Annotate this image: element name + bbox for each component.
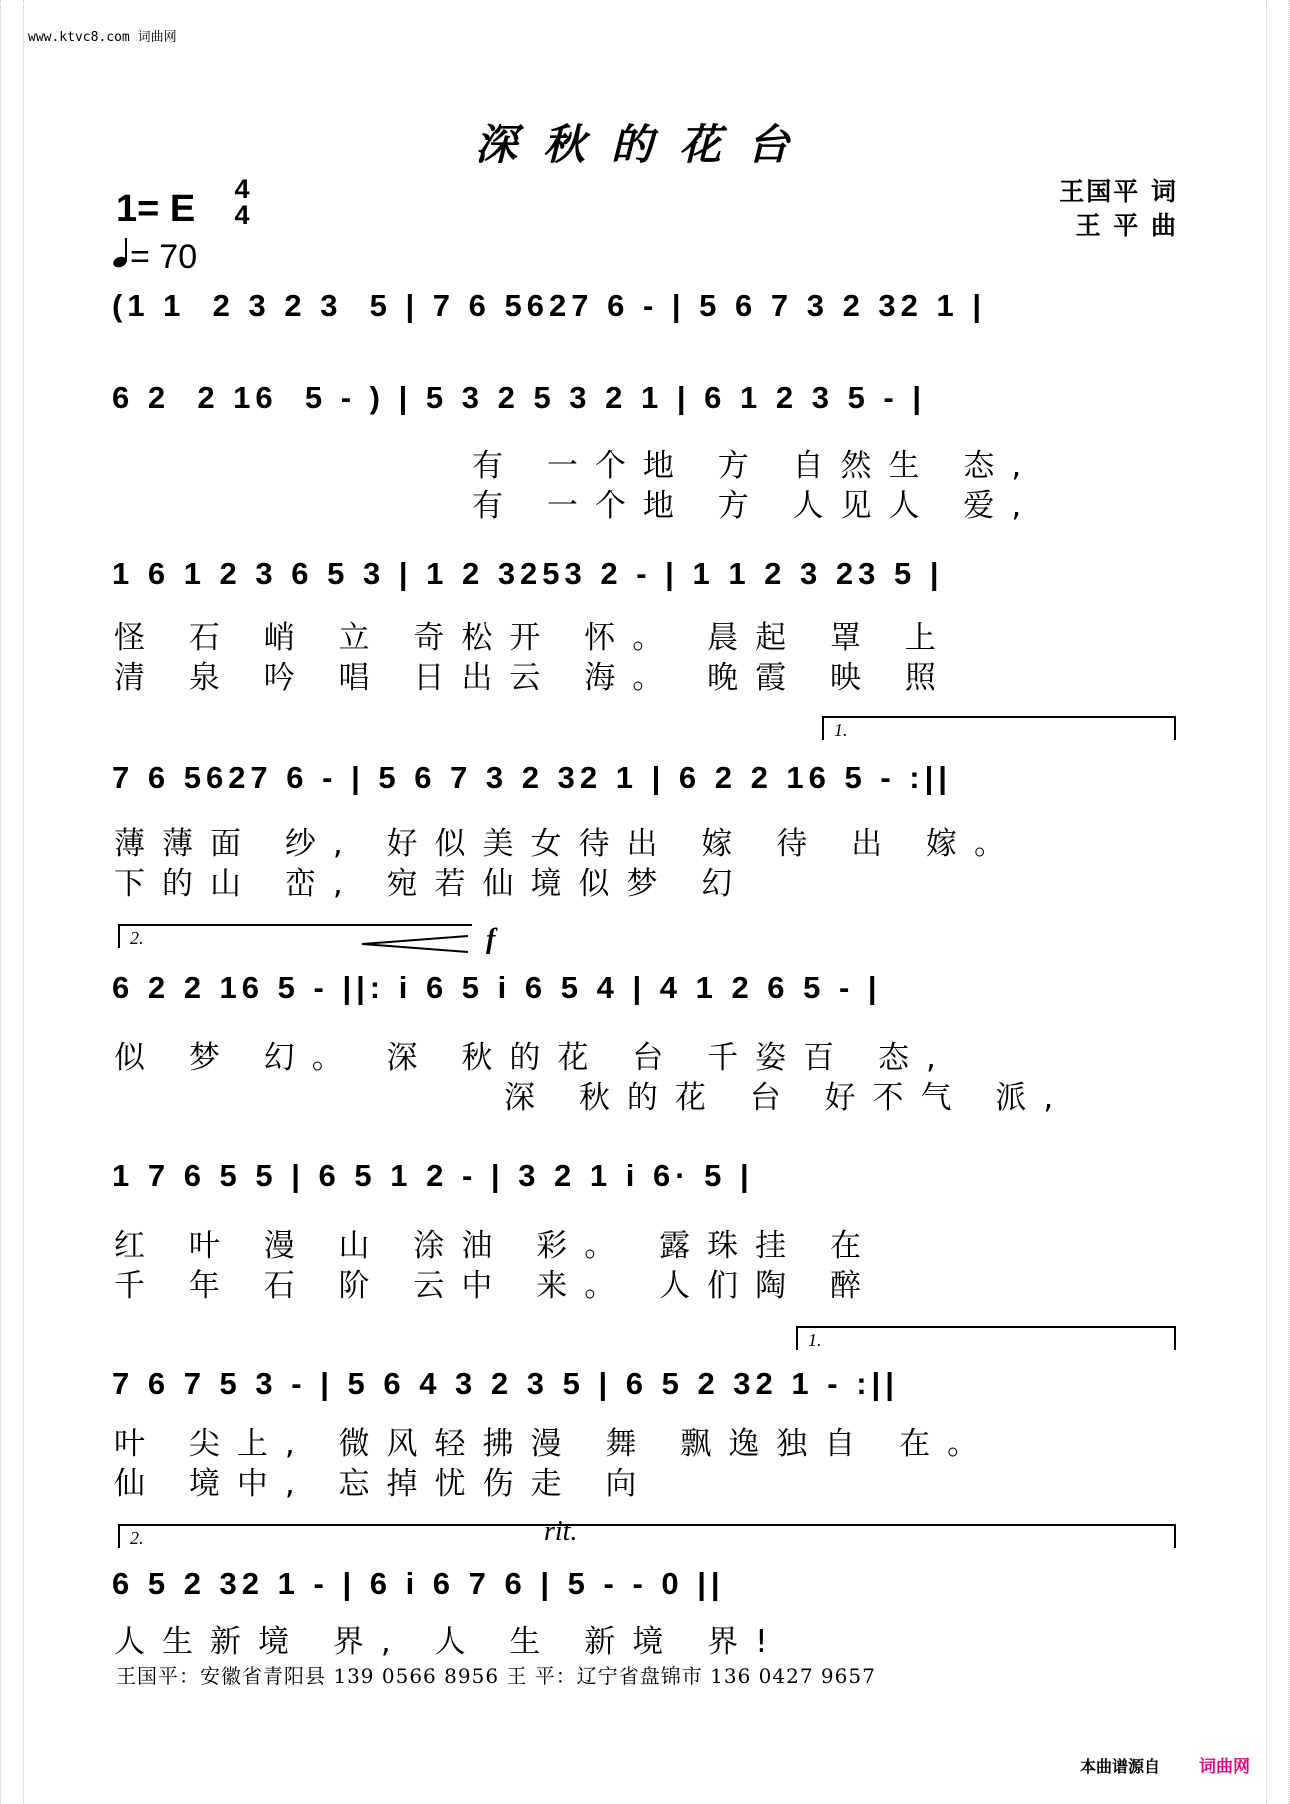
right-border-strip [1266,0,1290,1804]
lyric-verse-2: 下的山 峦, 宛若仙境似梦 幻 [114,866,750,902]
lyric-verse-1: 叶 尖上, 微风轻拂漫 舞 飘逸独自 在。 [114,1426,996,1462]
lyric-verse-2: 仙 境中, 忘掉忧伤走 向 [114,1466,654,1502]
quarter-note-icon [112,236,130,268]
time-signature [230,176,254,228]
source-label: 本曲谱源自 [1079,1757,1160,1776]
contact-info: 王国平：安徽省青阳县 139 0566 8956 王 平：辽宁省盘锦市 136 0427 9657 [116,1664,876,1688]
notation-line: 1 6 1 2 3 6 5 3 | 1 2 3253 2 - | 1 1 2 3 23 5 | [112,556,944,591]
key-signature: 1= E [116,188,196,230]
notation-line: 6 5 2 32 1 - | 6 i 6 7 6 | 5 - - 0 || [112,1566,725,1601]
lyric-verse-1: 有 一个地 方 自然生 态, [472,448,1039,484]
left-border-strip [0,0,24,1804]
ending-label: 2. [130,928,144,948]
meter-bottom: 4 [234,200,250,230]
first-ending-bracket [822,716,1176,740]
lyric-verse-1: 薄薄面 纱, 好似美女待出 嫁 待 出 嫁。 [114,826,1022,862]
lyric-verse-1: 红 叶 漫 山 涂油 彩。 露珠挂 在 [114,1228,878,1264]
notation-line: (1 1 2 3 2 3 5 | 7 6 5627 6 - | 5 6 7 3 2 32 1 | [112,288,987,323]
lyric-verse-2: 有 一个地 方 人见人 爱, [472,488,1039,524]
notation-line: 1 7 6 5 5 | 6 5 1 2 - | 3 2 1 i 6· 5 | [112,1158,754,1193]
source-brand-link[interactable]: 词曲网 [1199,1757,1250,1777]
notation-line: 6 2 2 16 5 - ) | 5 3 2 5 3 2 1 | 6 1 2 3 5 - | [112,380,927,415]
forte-mark: f [486,924,496,955]
meter-top: 4 [234,174,250,204]
notation-line: 7 6 7 5 3 - | 5 6 4 3 2 3 5 | 6 5 2 32 1 - :|| [112,1366,899,1401]
lyricist-credit: 王国平 词 [1059,177,1178,206]
first-ending-bracket [796,1326,1176,1350]
lyric-verse-1: 人生新境 界, 人 生 新境 界! [114,1624,785,1660]
ritardando-mark: rit. [544,1516,578,1547]
lyric-verse-2: 深 秋的花 台 好不气 派, [504,1080,1071,1116]
second-ending-bracket [118,1524,1176,1548]
site-url[interactable]: www.ktvc8.com 词曲网 [28,30,177,45]
notation-line: 7 6 5627 6 - | 5 6 7 3 2 32 1 | 6 2 2 16 5 - :|| [112,760,952,795]
ending-label: 1. [834,720,848,740]
lyric-verse-1: 怪 石 峭 立 奇松开 怀。 晨起 罩 上 [114,620,953,656]
lyric-verse-2: 千 年 石 阶 云中 来。 人们陶 醉 [114,1268,878,1304]
lyric-verse-1: 似 梦 幻。 深 秋的花 台 千姿百 态, [114,1040,953,1076]
decrescendo-icon [360,934,470,954]
composer-credit: 王 平 曲 [1075,211,1178,240]
lyric-verse-2: 清 泉 吟 唱 日出云 海。 晚霞 映 照 [114,660,953,696]
ending-label: 2. [130,1528,144,1548]
notation-line: 6 2 2 16 5 - ||: i 6 5 i 6 5 4 | 4 1 2 6 5 - | [112,970,882,1005]
tempo-marking [112,236,197,277]
song-title: 深秋的花台 [474,120,815,169]
tempo-value: = 70 [130,238,198,276]
ending-label: 1. [808,1330,822,1350]
